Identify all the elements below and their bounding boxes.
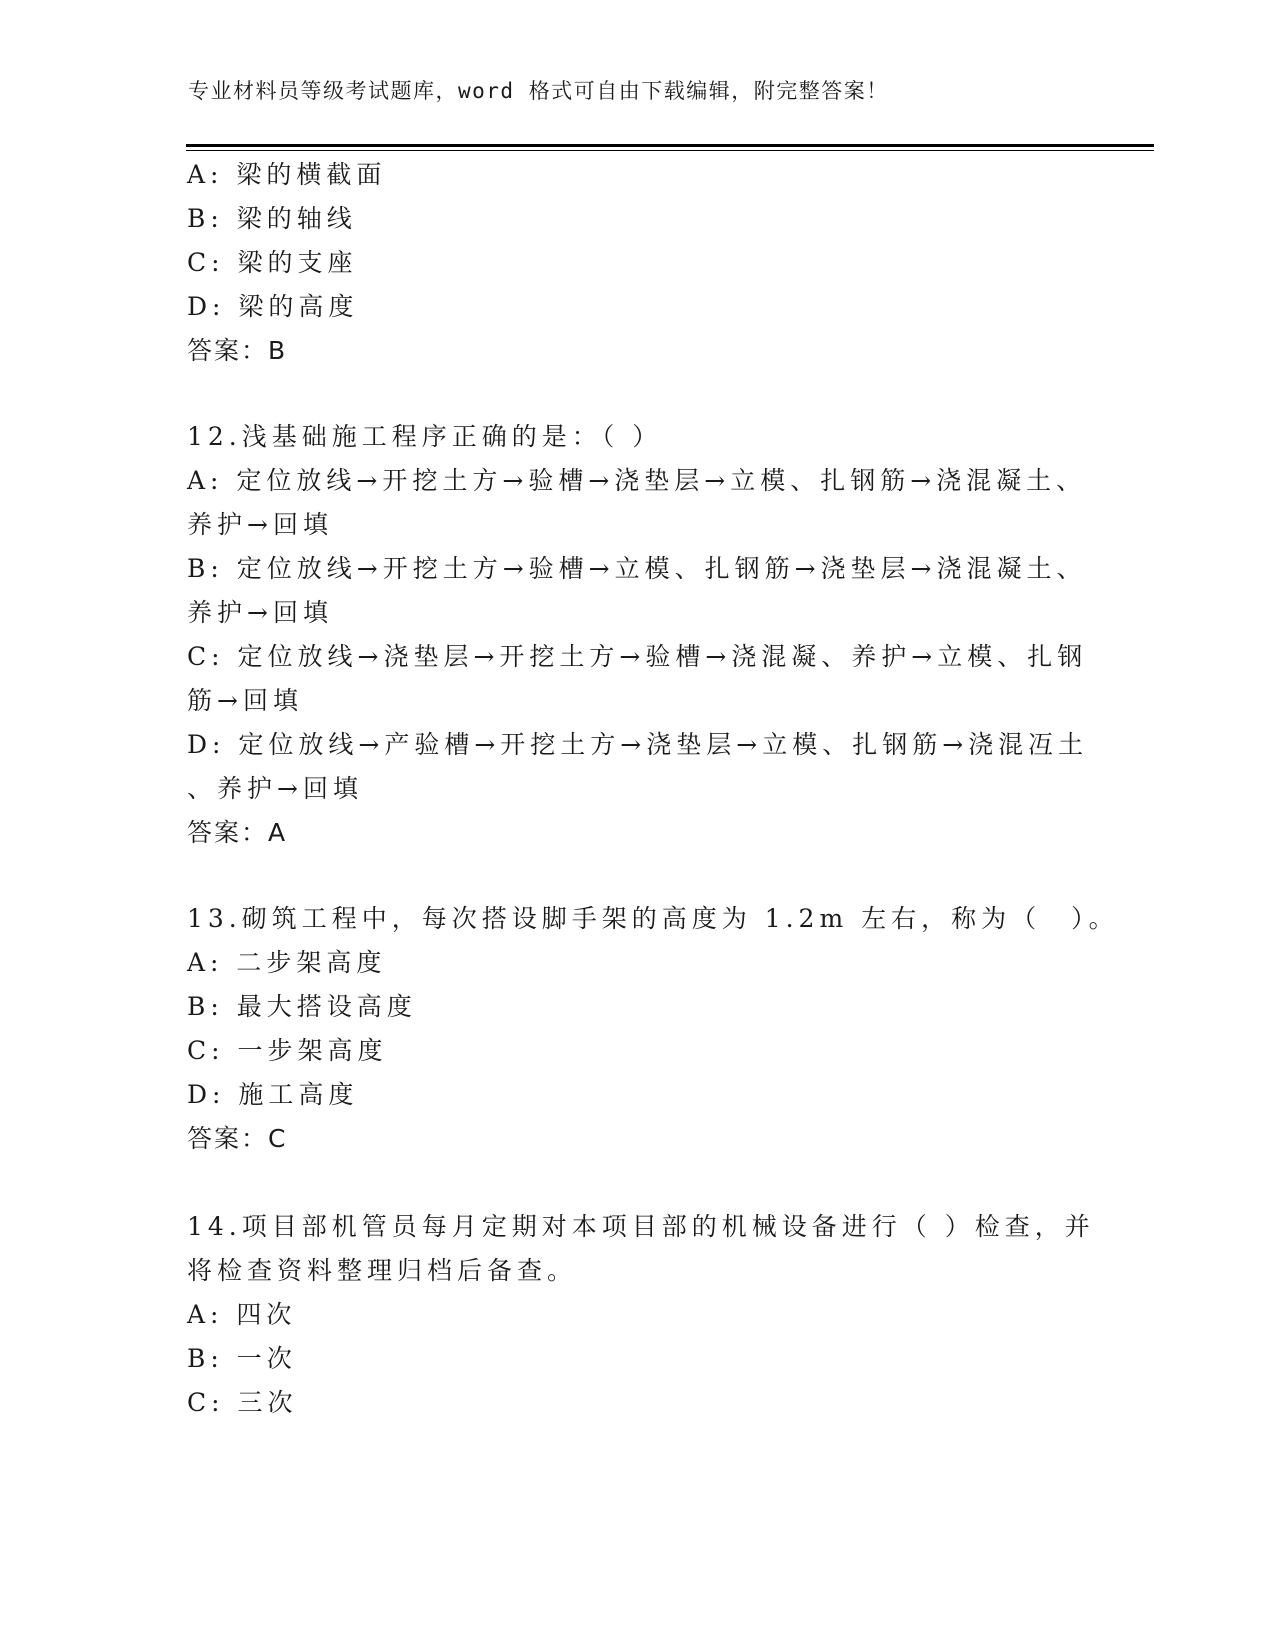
option-b: B: 一次 [187,1344,297,1373]
option-b: B: 定位放线→开挖土方→验槽→立模、扎钢筋→浇垫层→浇混凝土、 [187,554,1087,583]
option-a-continued: 养护→回填 [187,510,333,539]
option-c: C: 一步架高度 [187,1036,388,1065]
question-stem: 13.砌筑工程中，每次搭设脚手架的高度为 1.2m 左右，称为（ ）。 [187,904,1119,933]
question-stem-continued: 将检查资料整理归档后备查。 [187,1256,578,1285]
option-b: B: 最大搭设高度 [187,992,417,1021]
answer-line: 答案：B [187,336,288,365]
question-stem: 12.浅基础施工程序正确的是：（ ） [187,422,663,451]
option-b: B: 梁的轴线 [187,204,357,233]
header-note: 专业材料员等级考试题库，word 格式可自由下载编辑，附完整答案！ [188,79,889,103]
option-a: A: 梁的横截面 [187,160,387,189]
option-c: C: 定位放线→浇垫层→开挖土方→验槽→浇混凝、养护→立模、扎钢 [187,642,1088,671]
option-c-continued: 筋→回填 [187,686,303,715]
option-d: D: 梁的高度 [187,292,359,321]
option-a: A: 四次 [187,1300,297,1329]
option-a: A: 定位放线→开挖土方→验槽→浇垫层→立模、扎钢筋→浇混凝土、 [187,466,1087,495]
option-c: C: 梁的支座 [187,248,358,277]
option-a: A: 二步架高度 [187,948,387,977]
option-d: D: 施工高度 [187,1080,359,1109]
option-d: D: 定位放线→产验槽→开挖土方→浇垫层→立模、扎钢筋→浇混冱土 [187,730,1089,759]
option-b-continued: 养护→回填 [187,598,333,627]
answer-line: 答案：A [187,818,288,847]
option-c: C: 三次 [187,1388,298,1417]
answer-line: 答案：C [187,1124,288,1153]
header-rule-thin [186,150,1154,151]
header-rule-thick [186,144,1154,147]
option-d-continued: 、养护→回填 [187,774,363,803]
question-stem: 14.项目部机管员每月定期对本项目部的机械设备进行（ ）检查，并 [187,1212,1095,1241]
